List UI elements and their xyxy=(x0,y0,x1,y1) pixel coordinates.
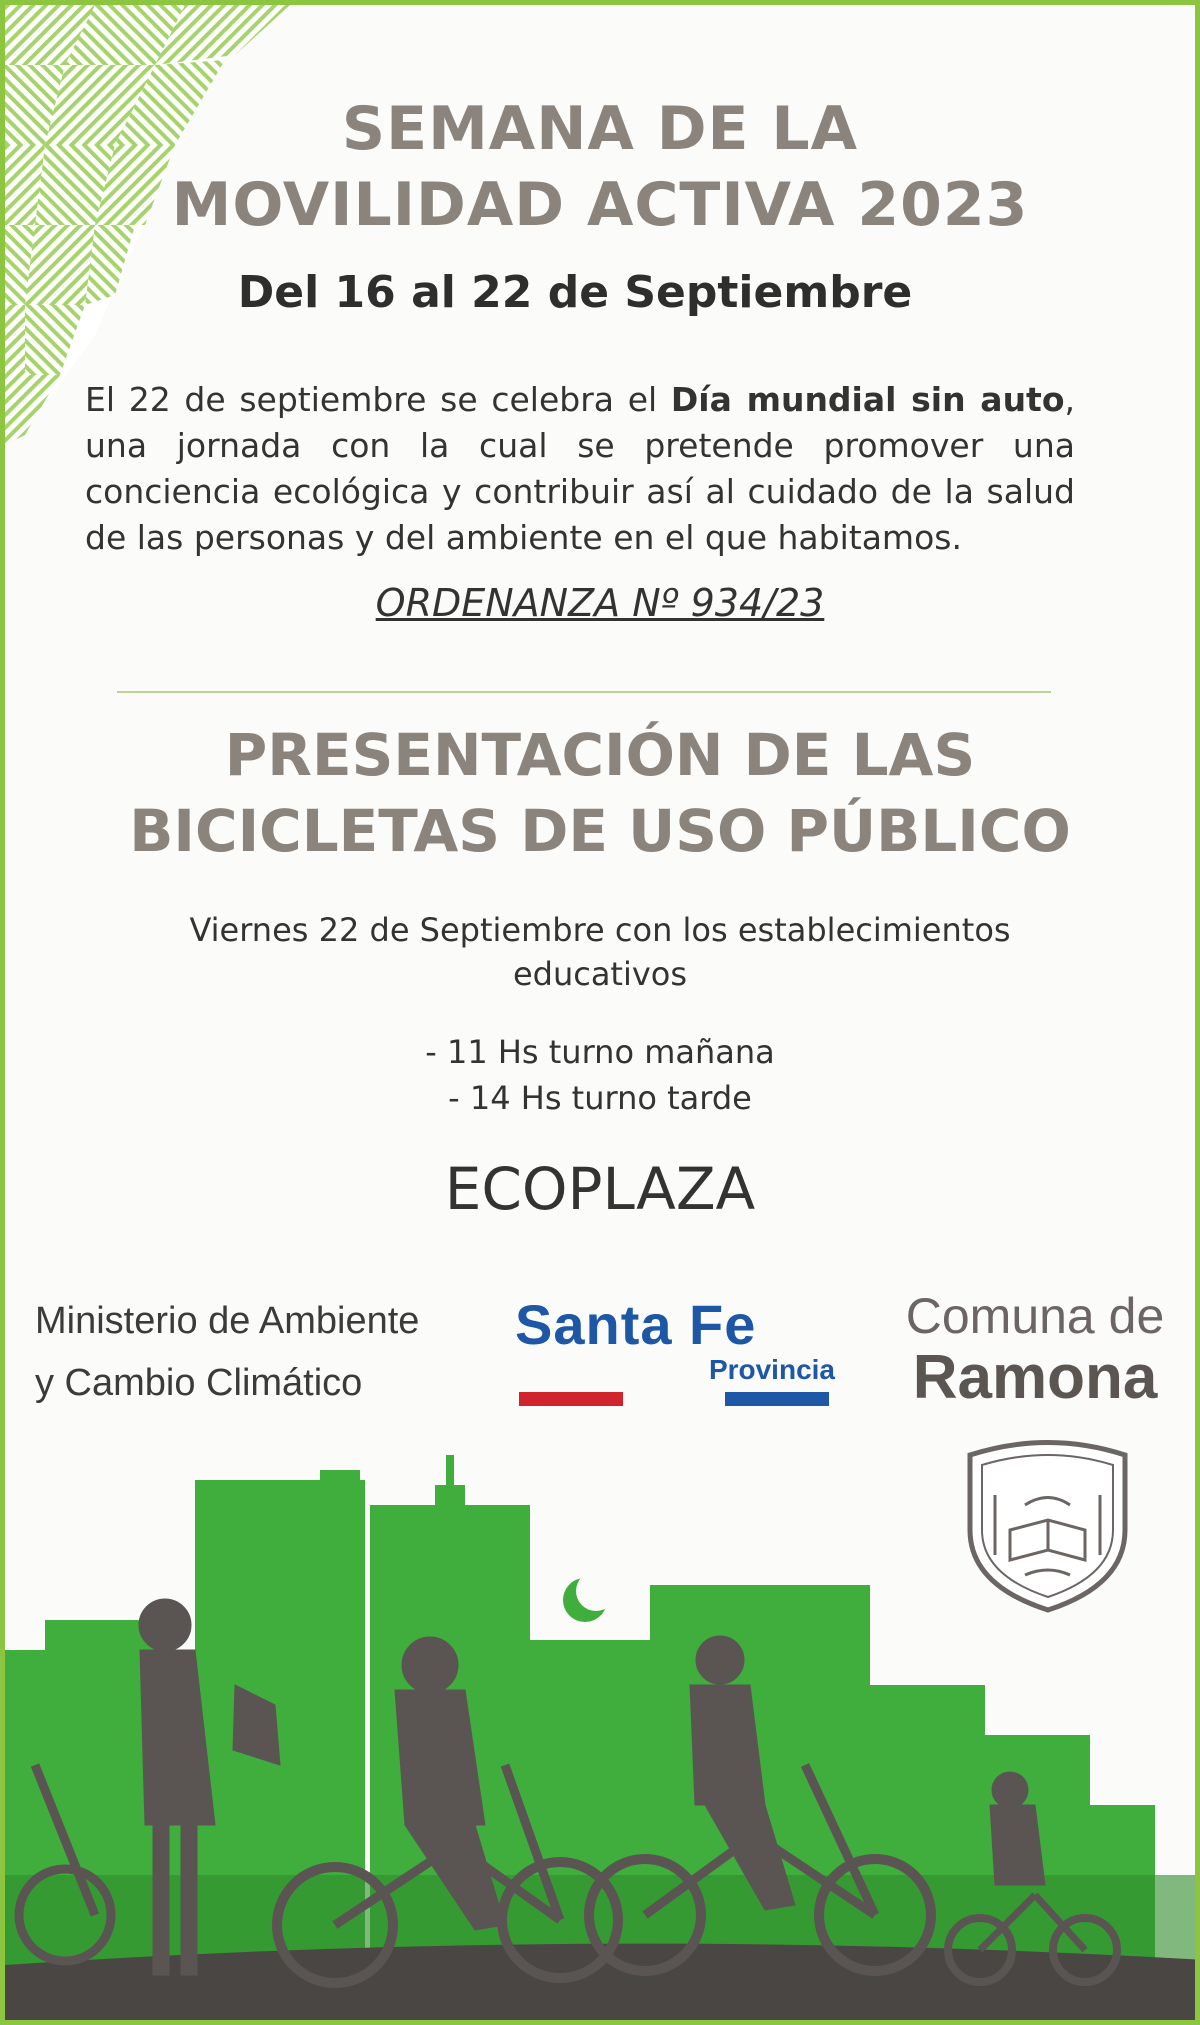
santafe-blue-bar xyxy=(725,1392,829,1406)
comuna-logo xyxy=(877,1287,1193,1411)
intro-text-before: El 22 de septiembre se celebra el xyxy=(85,380,671,419)
ministerio-line-2: y Cambio Climático xyxy=(35,1362,363,1404)
comuna-line-1: Comuna de xyxy=(905,1288,1165,1344)
comuna-line-2: Ramona xyxy=(912,1343,1158,1412)
intro-text-after: , una jornada con la cual se pretende promover una conciencia ecológica y contribuir así al cuidado de la salud de las personas y del ambiente en el que habitamos. xyxy=(85,380,1076,557)
event-place: ECOPLAZA xyxy=(444,1155,756,1223)
ministerio-line-1: Ministerio de Ambiente xyxy=(35,1300,420,1342)
crest-icon xyxy=(960,1435,1135,1615)
santafe-logo xyxy=(515,1292,835,1412)
presentation-info-line-1: Viernes 22 de Septiembre con los establecimientos xyxy=(189,911,1011,949)
presentation-title-line-2: BICICLETAS DE USO PÚBLICO xyxy=(129,797,1071,865)
santafe-subtitle: Provincia xyxy=(708,1354,835,1385)
title-line-1: SEMANA DE LA xyxy=(341,94,859,164)
presentation-title-line-1: PRESENTACIÓN DE LAS xyxy=(224,721,976,789)
section-divider xyxy=(117,691,1051,693)
crescent-moon-icon xyxy=(563,1571,616,1622)
turn-afternoon: - 14 Hs turno tarde xyxy=(448,1079,752,1117)
event-dates: Del 16 al 22 de Septiembre xyxy=(237,267,913,318)
ministerio-logo xyxy=(35,1290,419,1414)
presentation-info-line-2: educativos xyxy=(512,955,688,993)
title-line-2: MOVILIDAD ACTIVA 2023 xyxy=(171,170,1029,240)
santafe-red-bar xyxy=(519,1392,623,1406)
santafe-name: Santa Fe xyxy=(515,1293,757,1356)
turn-morning: - 11 Hs turno mañana xyxy=(425,1033,775,1071)
ordinance-label: ORDENANZA Nº 934/23 xyxy=(375,581,825,625)
intro-paragraph xyxy=(85,377,1075,561)
intro-highlight: Día mundial sin auto xyxy=(670,380,1065,419)
